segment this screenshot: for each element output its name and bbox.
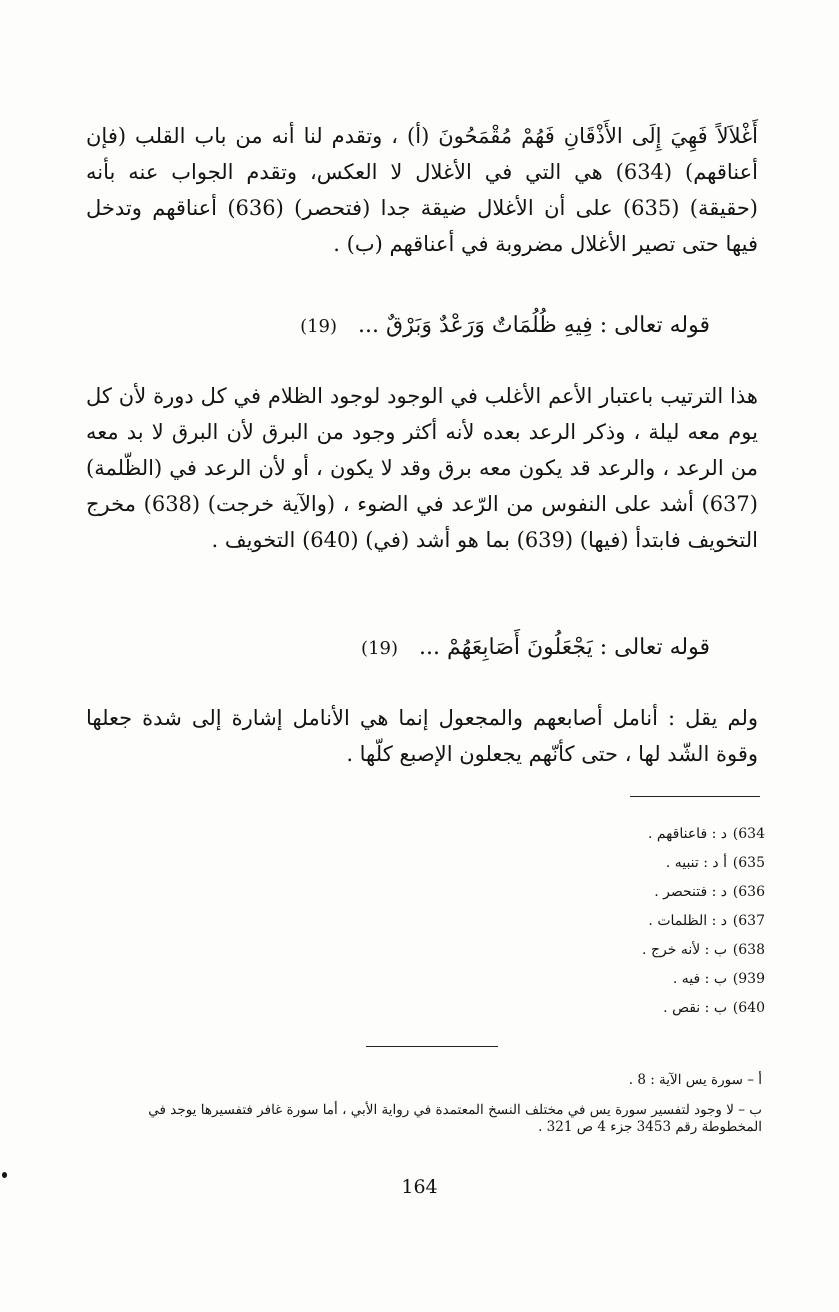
variant-note: 636)د : فتنحصر .: [654, 884, 765, 900]
scan-mark: [2, 1172, 7, 1178]
verse-reference: (19): [361, 638, 399, 659]
verse-heading-1: [150, 308, 710, 345]
editor-note-a: أ – سورة يس الآية : 8 .: [628, 1072, 762, 1088]
editor-note-b: ب – لا وجود لتفسير سورة يس في مختلف النسخ المعتمدة في رواية الأبي ، أما سورة غافر فتفسيرها يوجد في المخطوطة رقم 3453 جزء 4 ص 321 .: [148, 1102, 762, 1135]
verse-heading-2: [150, 630, 710, 667]
verse-heading-text: قوله تعالى : يَجْعَلُونَ أَصَابِعَهُمْ ...: [419, 635, 710, 660]
paragraph-3: ولم يقل : أنامل أصابعهم والمجعول إنما هي الأنامل إشارة إلى شدة جعلها وقوة الشّد لها ، حتى كأنّهم يجعلون الإصبع كلّها .: [86, 706, 758, 766]
variant-note: 939)ب : فيه .: [672, 971, 765, 987]
paragraph-2: هذا الترتيب باعتبار الأعم الأغلب في الوجود لوجود الظلام في كل دورة لأن كل يوم معه ليلة ، وذكر الرعد بعده لأنه أكثر وجود من البرق لأن البرق لا بد معه من الرعد ، والرعد قد يكون معه برق وقد لا يكون ، أو لأن الرعد في (الظّلمة) (637) أشد على النفوس من الرّعد في الضوء ، (والآية خرجت) (638) مخرج التخويف فابتدأ (فيها) (639) بما هو أشد (في) (640) التخويف .: [86, 384, 758, 552]
footnote-separator: [630, 796, 760, 797]
variant-note: 637)د : الظلمات .: [648, 913, 765, 929]
verse-heading-text: قوله تعالى : فِيهِ ظُلُمَاتٌ وَرَعْدٌ وَبَرْقٌ ...: [358, 313, 710, 338]
editor-notes-separator: [366, 1046, 498, 1047]
variant-note: 635)أ د : تنبيه .: [665, 855, 765, 871]
variant-note: 638)ب : لأنه خرج .: [642, 942, 765, 958]
page-number: 164: [401, 1176, 438, 1198]
variant-note: 634)د : فاعناقهم .: [647, 826, 765, 842]
variant-note: 640)ب : نقص .: [663, 1000, 765, 1016]
verse-reference: (19): [300, 316, 338, 337]
paragraph-1: أَغْلاَلاً فَهِيَ إِلَى الأَذْقَانِ فَهُمْ مُقْمَحُونَ (أ) ، وتقدم لنا أنه من باب القلب (فإن أعناقهم) (634) هي التي في الأغلال لا العكس، وتقدم الجواب عنه بأنه (حقيقة) (635) على أن الأغلال ضيقة جدا (فتحصر) (636) أعناقهم وتدخل فيها حتى تصير الأغلال مضروبة في أعناقهم (ب) .: [86, 124, 759, 256]
variant-notes-list: [420, 820, 765, 1023]
